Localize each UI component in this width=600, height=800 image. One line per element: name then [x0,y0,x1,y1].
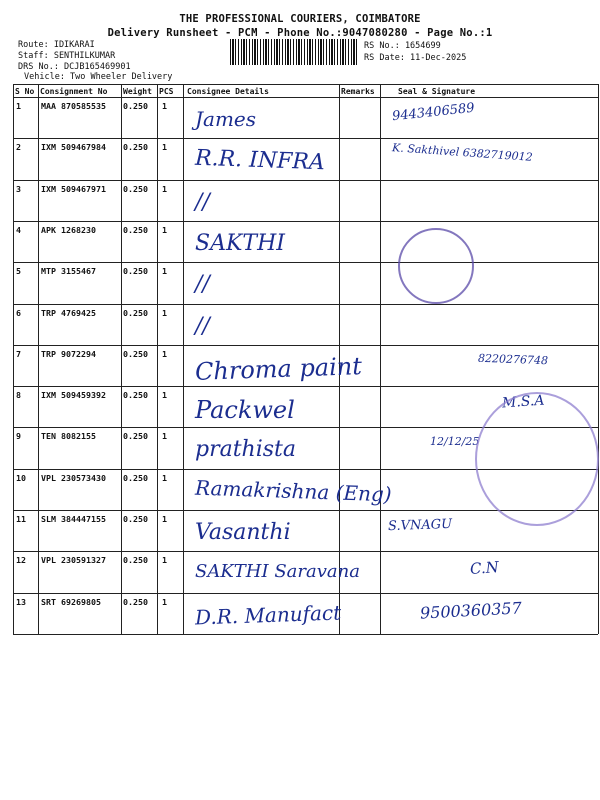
table-row-divider [13,634,598,635]
table-row-divider [13,551,598,552]
row-signature-handwritten: K. Sakthivel 6382719012 [391,141,534,165]
row-consignee-handwritten: SAKTHI Saravana [195,561,360,583]
vehicle-label: Vehicle: Two Wheeler Delivery [24,72,173,82]
row-weight: 0.250 [123,472,148,483]
row-serial-number: 4 [16,224,21,235]
row-weight: 0.250 [123,596,148,607]
table-col-divider [13,84,14,634]
row-serial-number: 2 [16,142,21,153]
row-consignee-handwritten: prathista [195,437,297,463]
row-pcs: 1 [162,596,167,607]
row-signature-handwritten: 8220276748 [477,351,549,368]
row-consignment-number: IXM 509467971 [41,183,106,194]
table-row-divider [13,84,598,85]
row-pcs: 1 [162,101,167,111]
row-consignment-number: IXM 509467984 [41,142,106,153]
col-header-consignment: Consignment No [40,87,108,96]
row-serial-number: 13 [16,596,26,607]
row-consignee-handwritten: James [195,107,257,131]
row-consignment-number: TRP 9072294 [41,348,96,359]
row-signature-handwritten: 9500360357 [419,597,523,623]
table-row-divider [13,304,598,305]
row-serial-number: 9 [16,431,21,442]
row-pcs: 1 [162,183,167,194]
row-consignee-handwritten: D.R. Manufact [194,600,342,630]
row-weight: 0.250 [123,307,148,318]
row-consignee-handwritten: Ramakrishna (Eng) [194,475,392,507]
row-consignment-number: SLM 384447155 [41,514,106,524]
row-serial-number: 6 [16,307,21,318]
row-weight: 0.250 [123,431,148,442]
row-consignment-number: MAA 870585535 [41,101,106,111]
row-weight: 0.250 [123,266,148,277]
row-consignment-number: APK 1268230 [41,224,96,235]
table-row-divider [13,345,598,346]
row-weight: 0.250 [123,514,148,524]
row-signature-handwritten: M.S.A [501,392,545,412]
row-consignment-number: VPL 230573430 [41,472,106,483]
table-col-divider [380,84,381,634]
row-pcs: 1 [162,390,167,401]
table-col-divider [38,84,39,634]
row-weight: 0.250 [123,224,148,235]
row-pcs: 1 [162,431,167,442]
table-col-divider [598,84,599,634]
row-weight: 0.250 [123,183,148,194]
runsheet-subtitle: Delivery Runsheet - PCM - Phone No.:9047080280 - Page No.:1 [107,27,493,39]
row-serial-number: 8 [16,390,21,401]
row-weight: 0.250 [123,348,148,359]
row-pcs: 1 [162,348,167,359]
row-serial-number: 10 [16,472,26,483]
row-consignee-handwritten: // [195,313,210,339]
table-row-divider [13,593,598,594]
row-consignee-handwritten: Packwel [195,396,295,425]
row-consignee-handwritten: Chroma paint [194,351,363,386]
row-consignment-number: SRT 69269805 [41,596,101,607]
table-col-divider [121,84,122,634]
drs-label: DRS No.: DCJB165469901 [18,62,131,72]
row-consignee-handwritten: SAKTHI [195,230,285,256]
row-pcs: 1 [162,307,167,318]
row-weight: 0.250 [123,101,148,111]
route-label: Route: IDIKARAI [18,40,95,50]
row-serial-number: 5 [16,266,21,277]
row-serial-number: 7 [16,348,21,359]
row-consignment-number: MTP 3155467 [41,266,96,277]
col-header-remarks: Remarks [341,87,375,96]
row-signature-handwritten: 9443406589 [391,100,476,125]
company-seal-stamp [475,392,599,526]
row-consignee-handwritten: // [195,189,210,215]
row-consignment-number: IXM 509459392 [41,390,106,401]
row-pcs: 1 [162,142,167,153]
row-pcs: 1 [162,472,167,483]
table-col-divider [183,84,184,634]
table-row-divider [13,180,598,181]
row-pcs: 1 [162,555,167,566]
table-row-divider [13,221,598,222]
table-col-divider [157,84,158,634]
table-row-divider [13,386,598,387]
barcode [230,39,358,65]
row-consignee-handwritten: // [195,272,210,298]
row-serial-number: 3 [16,183,21,194]
col-header-pcs: PCS [159,87,174,96]
row-consignment-number: TRP 4769425 [41,307,96,318]
round-seal-stamp [398,228,474,304]
row-weight: 0.250 [123,390,148,401]
row-consignee-handwritten: Vasanthi [195,520,291,545]
col-header-consignee: Consignee Details [187,87,269,96]
row-serial-number: 11 [16,514,26,524]
row-signature-handwritten: C.N [469,558,500,579]
row-consignment-number: VPL 230591327 [41,555,106,566]
row-consignment-number: TEN 8082155 [41,431,96,442]
table-row-divider [13,262,598,263]
row-serial-number: 12 [16,555,26,566]
row-consignee-handwritten: R.R. INFRA [194,146,326,176]
col-header-weight: Weight [123,87,152,96]
row-pcs: 1 [162,224,167,235]
row-pcs: 1 [162,266,167,277]
staff-label: Staff: SENTHILKUMAR [18,51,116,61]
col-header-seal-signature: Seal & Signature [398,87,476,96]
col-header-sno: S No [15,87,35,96]
row-serial-number: 1 [16,101,21,111]
row-signature-handwritten: S.VNAGU [387,516,453,535]
row-weight: 0.250 [123,142,148,153]
row-pcs: 1 [162,514,167,524]
rs-date: RS Date: 11-Dec-2025 [364,53,467,63]
row-weight: 0.250 [123,555,148,566]
table-row-divider [13,138,598,139]
table-row-divider [13,97,598,98]
company-title: THE PROFESSIONAL COURIERS, COIMBATORE [179,13,421,25]
row-signature-handwritten: 12/12/25 [430,435,480,449]
rs-number: RS No.: 1654699 [364,41,441,51]
